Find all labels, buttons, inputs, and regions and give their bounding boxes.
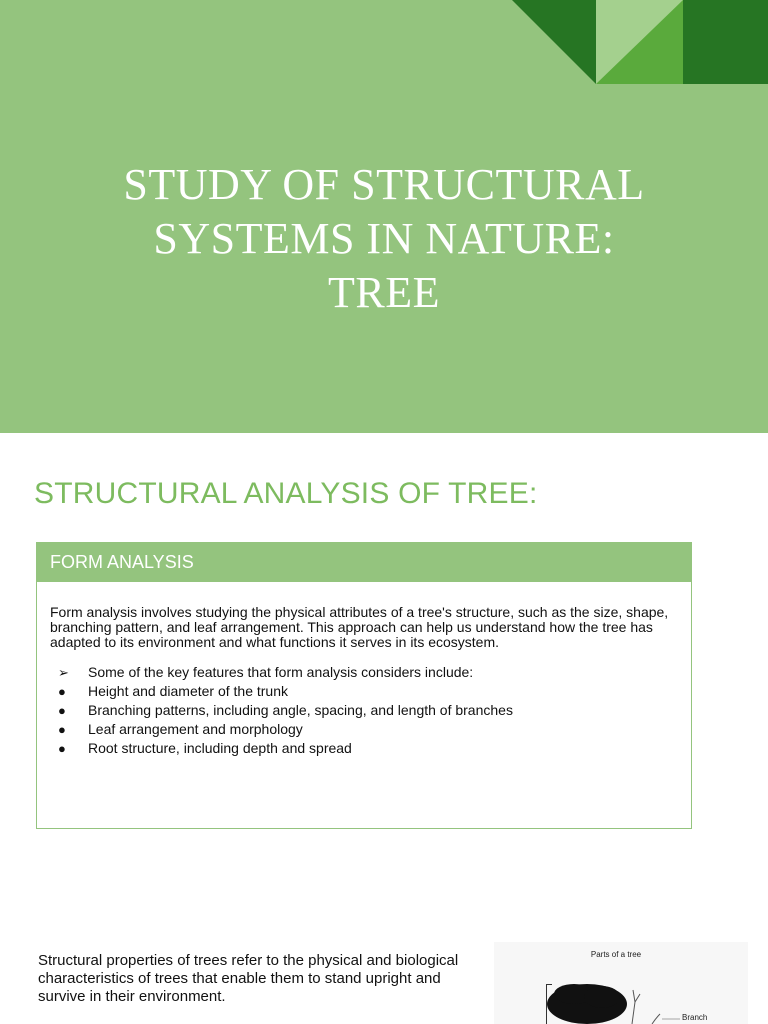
list-item-text: Some of the key features that form analysis considers include: (88, 664, 474, 680)
card-intro-text: Form analysis involves studying the physical attributes of a tree's structure, such as the size, shape, branching pattern, and leaf arrangement. This approach can help us understand how the tree has adapted to its environment and what functions it serves in its ecosystem. (50, 604, 669, 650)
figure-title: Parts of a tree (590, 950, 642, 959)
list-item-text: Height and diameter of the trunk (88, 683, 289, 699)
corner-decoration (0, 0, 768, 90)
title-line: STUDY OF STRUCTURAL (123, 160, 645, 209)
dot-bullet-icon: ● (58, 722, 66, 737)
deco-square-dark (683, 0, 768, 84)
tree-canopy (584, 986, 620, 1008)
bracket-left (546, 984, 547, 1024)
page-title (60, 158, 708, 320)
title-line: TREE (328, 268, 440, 317)
branch-sketch (652, 1014, 660, 1024)
list-item (50, 720, 677, 739)
arrow-bullet-icon: ➢ (58, 665, 69, 680)
feature-list (50, 663, 677, 758)
tree-diagram-figure (494, 942, 748, 1024)
form-analysis-card (36, 542, 692, 829)
card-body (37, 582, 691, 758)
list-item (50, 682, 677, 701)
title-banner (0, 0, 768, 433)
dot-bullet-icon: ● (58, 684, 66, 699)
deco-triangle-dark (512, 0, 596, 84)
card-header: FORM ANALYSIS (37, 543, 691, 582)
list-item-text: Branching patterns, including angle, spacing, and length of branches (88, 702, 513, 718)
list-item (50, 663, 677, 682)
list-item-text: Root structure, including depth and spread (88, 740, 352, 756)
dot-bullet-icon: ● (58, 703, 66, 718)
branch-label: Branch (682, 1013, 708, 1022)
dot-bullet-icon: ● (58, 741, 66, 756)
branch-sketch (632, 990, 640, 1024)
tree-illustration (494, 942, 748, 1024)
bracket-top (546, 984, 552, 985)
section-heading: STRUCTURAL ANALYSIS OF TREE: (34, 477, 538, 510)
list-item-text: Leaf arrangement and morphology (88, 721, 303, 737)
structural-properties-text: Structural properties of trees refer to the physical and biological characteristics of trees that enable them to stand upright and survive in their environment. (38, 952, 459, 1005)
list-item (50, 701, 677, 720)
list-item (50, 739, 677, 758)
title-line: SYSTEMS IN NATURE: (153, 214, 615, 263)
